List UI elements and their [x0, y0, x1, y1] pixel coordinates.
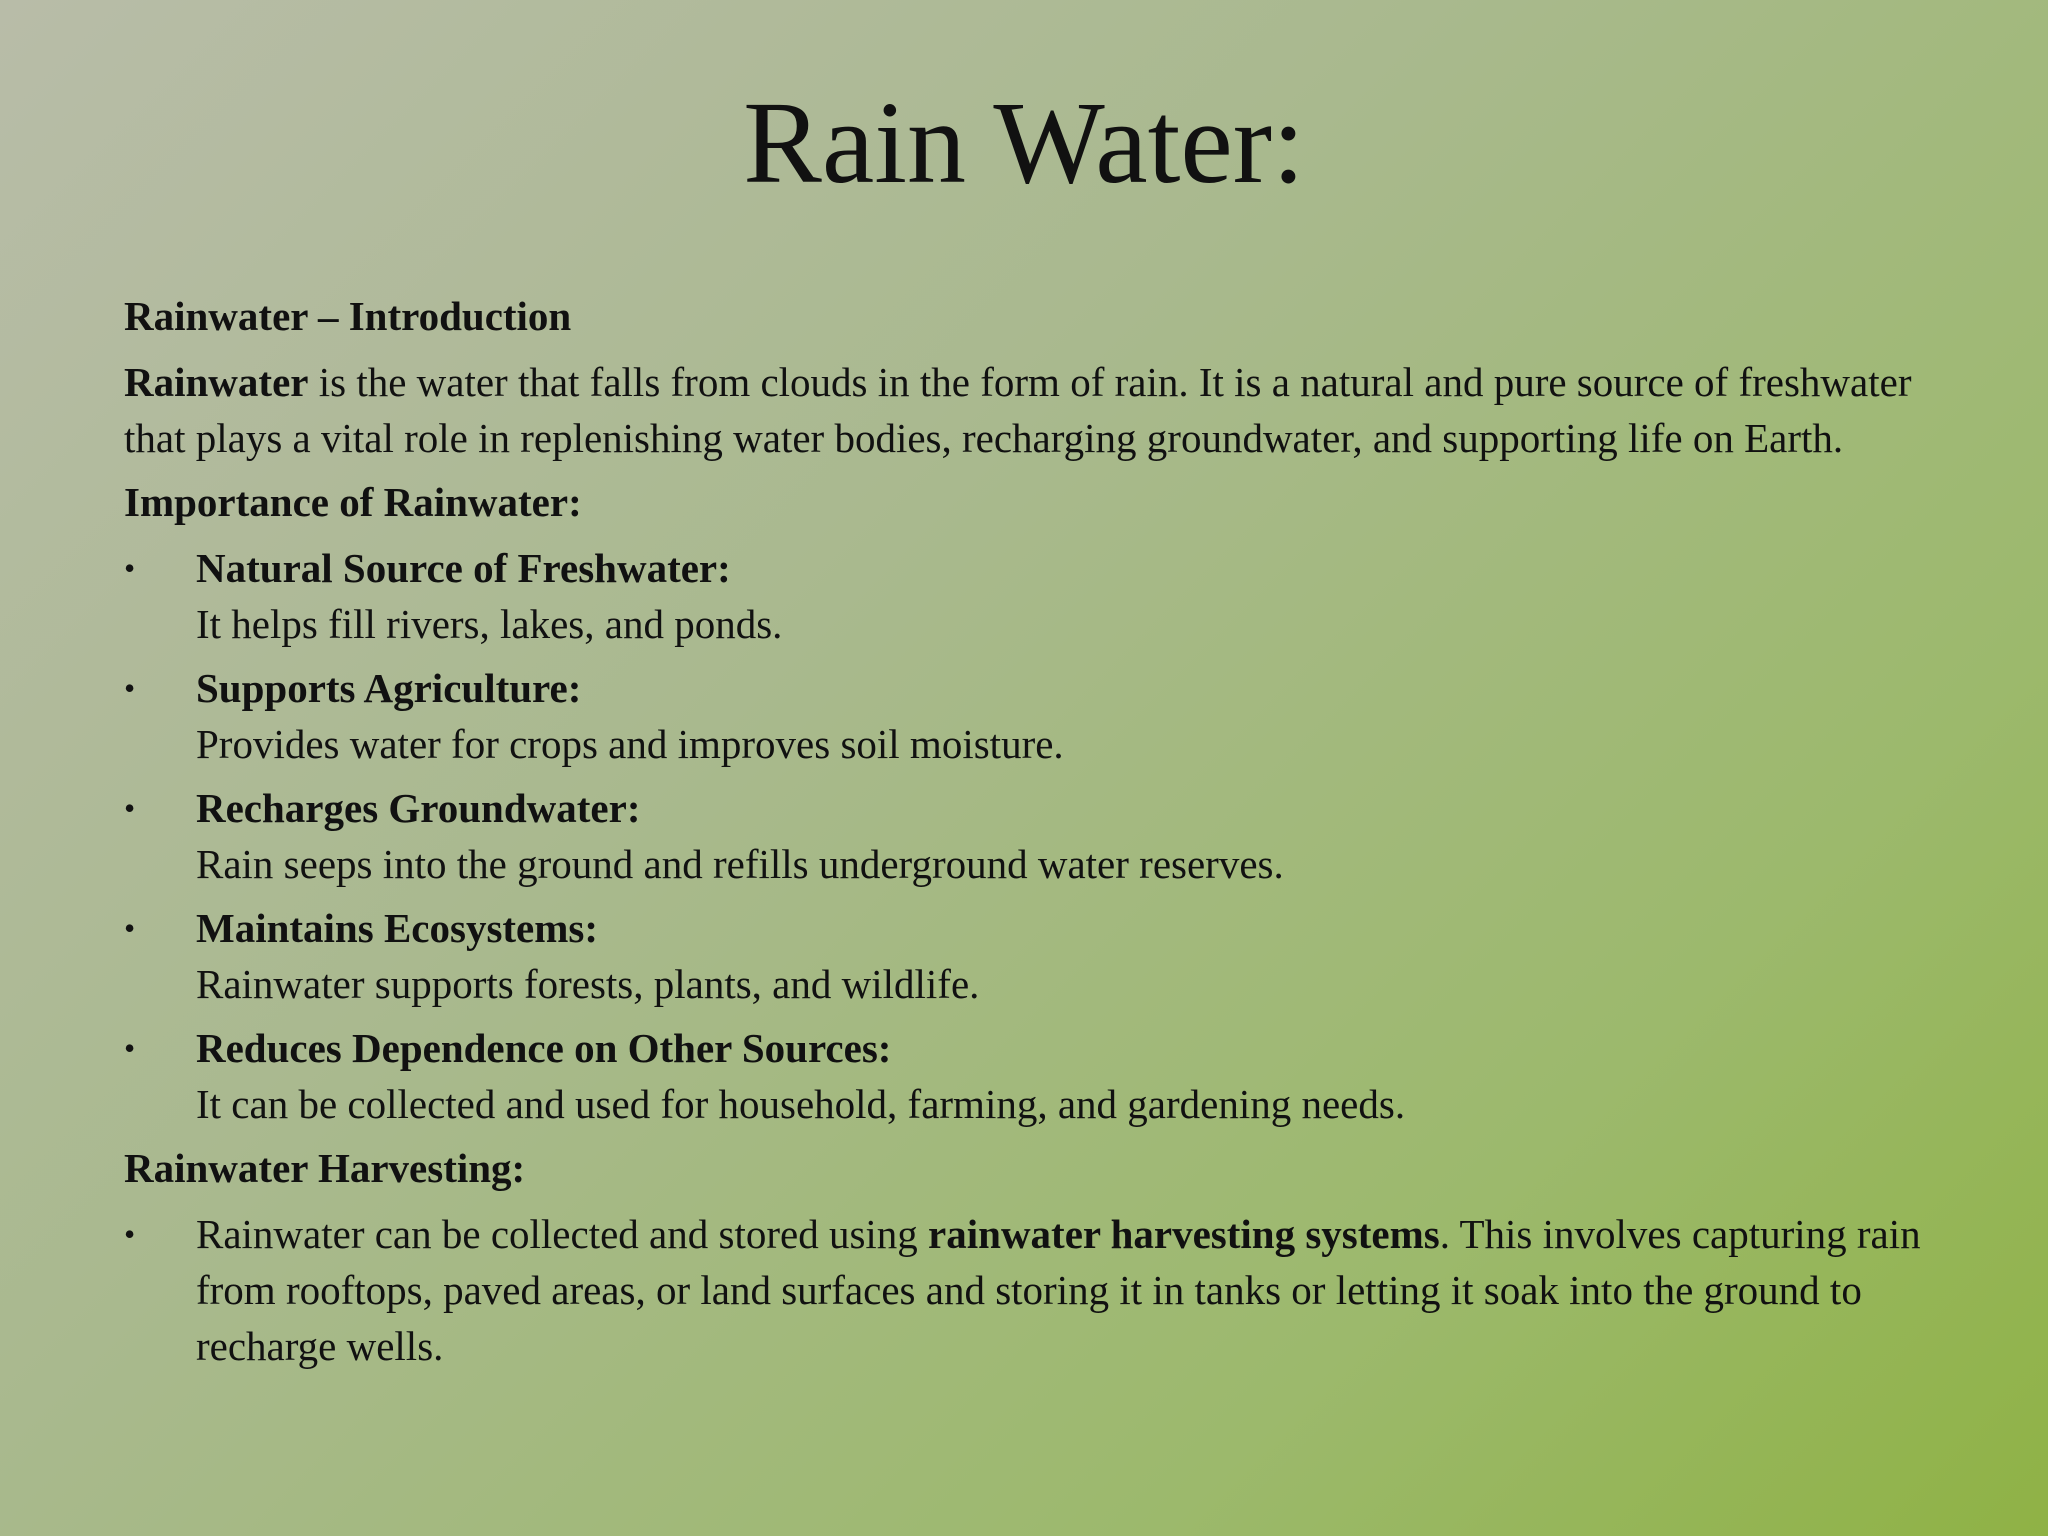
intro-heading: Rainwater – Introduction: [124, 293, 572, 339]
intro-paragraph: [124, 354, 1954, 466]
list-item-title: Supports Agriculture:: [196, 665, 582, 711]
bullet-icon: •: [124, 1216, 136, 1252]
list-item: [124, 540, 1954, 652]
bullet-icon: •: [124, 1030, 136, 1066]
slide-content: [124, 288, 1954, 1382]
harvesting-text-after: . This involves capturing rain from rooftops, paved areas, or land surfaces and storing it in tanks or letting it soak into the ground to recharge wells.: [196, 1211, 1921, 1369]
importance-list: [124, 540, 1954, 1132]
harvesting-list: [124, 1206, 1954, 1374]
list-item-description: It can be collected and used for household, farming, and gardening needs.: [196, 1081, 1406, 1127]
slide-title: Rain Water:: [743, 77, 1305, 208]
harvesting-key-term: rainwater harvesting systems: [928, 1211, 1440, 1257]
bullet-icon: •: [124, 910, 136, 946]
harvesting-heading: Rainwater Harvesting:: [124, 1145, 526, 1191]
bullet-icon: •: [124, 790, 136, 826]
bullet-icon: •: [124, 550, 136, 586]
list-item-description: Provides water for crops and improves soil moisture.: [196, 721, 1064, 767]
list-item: [124, 660, 1954, 772]
harvesting-text-before: Rainwater can be collected and stored using: [196, 1211, 929, 1257]
list-item: [124, 1206, 1954, 1374]
list-item-description: Rainwater supports forests, plants, and wildlife.: [196, 961, 980, 1007]
list-item-description: It helps fill rivers, lakes, and ponds.: [196, 601, 783, 647]
list-item: [124, 1020, 1954, 1132]
intro-lead-term: Rainwater: [124, 359, 309, 405]
list-item-title: Recharges Groundwater:: [196, 785, 641, 831]
list-item-title: Maintains Ecosystems:: [196, 905, 599, 951]
list-item-description: Rain seeps into the ground and refills underground water reserves.: [196, 841, 1284, 887]
importance-heading: Importance of Rainwater:: [124, 479, 582, 525]
intro-lead-text: is the water that falls from clouds in the form of rain. It is a natural and pure source of freshwater that plays a vital role in replenishing water bodies, recharging groundwater, and supporting life on Earth.: [124, 359, 1912, 461]
list-item-title: Natural Source of Freshwater:: [196, 545, 731, 591]
list-item-title: Reduces Dependence on Other Sources:: [196, 1025, 892, 1071]
list-item: [124, 780, 1954, 892]
list-item: [124, 900, 1954, 1012]
bullet-icon: •: [124, 670, 136, 706]
